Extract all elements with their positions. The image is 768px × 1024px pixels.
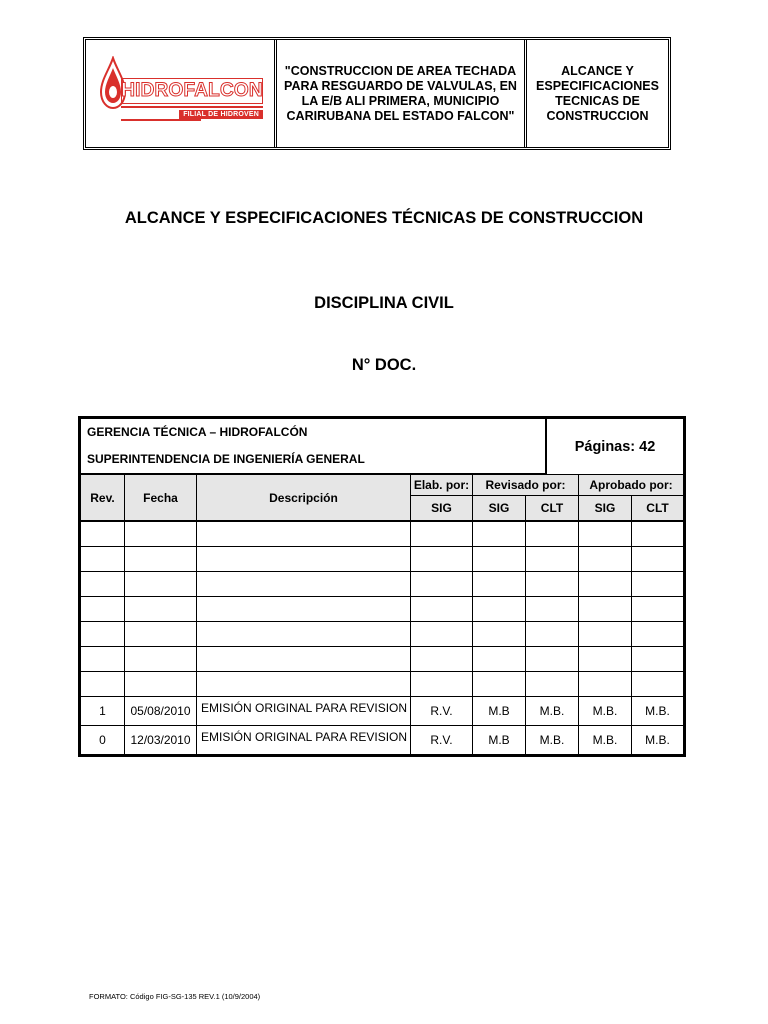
footer-format-code: FORMATO: Código FIG-SG-135 REV.1 (10/9/2004) [89, 992, 261, 1001]
col-header-description: Descripción [197, 474, 411, 521]
col-header-revisado: Revisado por: [473, 474, 579, 496]
col-header-elab: Elab. por: [411, 474, 473, 496]
logo-tagline: FILIAL DE HIDROVEN [179, 110, 263, 119]
cell-rev: 0 [80, 726, 125, 756]
document-title: ALCANCE Y ESPECIFICACIONES TÉCNICAS DE CONSTRUCCION [124, 209, 644, 227]
table-row-empty [80, 547, 685, 572]
cell-description: EMISIÓN ORIGINAL PARA REVISION [197, 726, 411, 756]
cell-apr-clt: M.B. [632, 697, 685, 726]
cell-apr-clt: M.B. [632, 726, 685, 756]
logo-cell [86, 40, 277, 147]
table-row-empty [80, 597, 685, 622]
project-title: "CONSTRUCCION DE AREA TECHADA PARA RESGUARDO DE VALVULAS, EN LA E/B ALI PRIMERA, MUNICIPIO CARIRUBANA DEL ESTADO FALCON" [277, 40, 527, 147]
cell-description: EMISIÓN ORIGINAL PARA REVISION [197, 697, 411, 726]
cell-apr-sig: M.B. [579, 726, 632, 756]
table-row-empty [80, 622, 685, 647]
pages-count [545, 419, 683, 474]
org-department: SUPERINTENDENCIA DE INGENIERÍA GENERAL [80, 446, 632, 474]
cell-date: 05/08/2010 [125, 697, 197, 726]
table-row-empty [80, 521, 685, 547]
cell-rev-sig: M.B [473, 697, 526, 726]
sub-header-rev-sig: SIG [473, 496, 526, 522]
company-logo [95, 54, 265, 134]
document-header [83, 37, 671, 150]
document-type: ALCANCE Y ESPECIFICACIONES TECNICAS DE CONSTRUCCION [536, 63, 659, 123]
logo-underline [121, 106, 263, 108]
sub-header-apr-sig: SIG [579, 496, 632, 522]
cell-rev-sig: M.B [473, 726, 526, 756]
sub-header-rev-clt: CLT [526, 496, 579, 522]
pages-label: Páginas: 42 [574, 438, 656, 455]
logo-underline-short [121, 119, 201, 121]
col-header-date: Fecha [125, 474, 197, 521]
cell-rev-clt: M.B. [526, 726, 579, 756]
table-row-empty [80, 672, 685, 697]
cell-elab: R.V. [411, 726, 473, 756]
discipline-title: DISCIPLINA CIVIL [314, 294, 454, 312]
cell-date: 12/03/2010 [125, 726, 197, 756]
table-row-empty [80, 572, 685, 597]
col-header-aprobado: Aprobado por: [579, 474, 685, 496]
header-row [80, 474, 685, 496]
table-row [80, 697, 685, 726]
cell-elab: R.V. [411, 697, 473, 726]
sub-header-apr-clt: CLT [632, 496, 685, 522]
table-row-empty [80, 647, 685, 672]
cell-rev: 1 [80, 697, 125, 726]
cell-apr-sig: M.B. [579, 697, 632, 726]
cell-rev-clt: M.B. [526, 697, 579, 726]
table-row [80, 726, 685, 756]
col-header-rev: Rev. [80, 474, 125, 521]
document-number: N° DOC. [351, 356, 417, 374]
sub-header-elab-sig: SIG [411, 496, 473, 522]
logo-wordmark: HIDROFALCON [121, 78, 263, 104]
org-name: GERENCIA TÉCNICA – HIDROFALCÓN [80, 418, 632, 447]
